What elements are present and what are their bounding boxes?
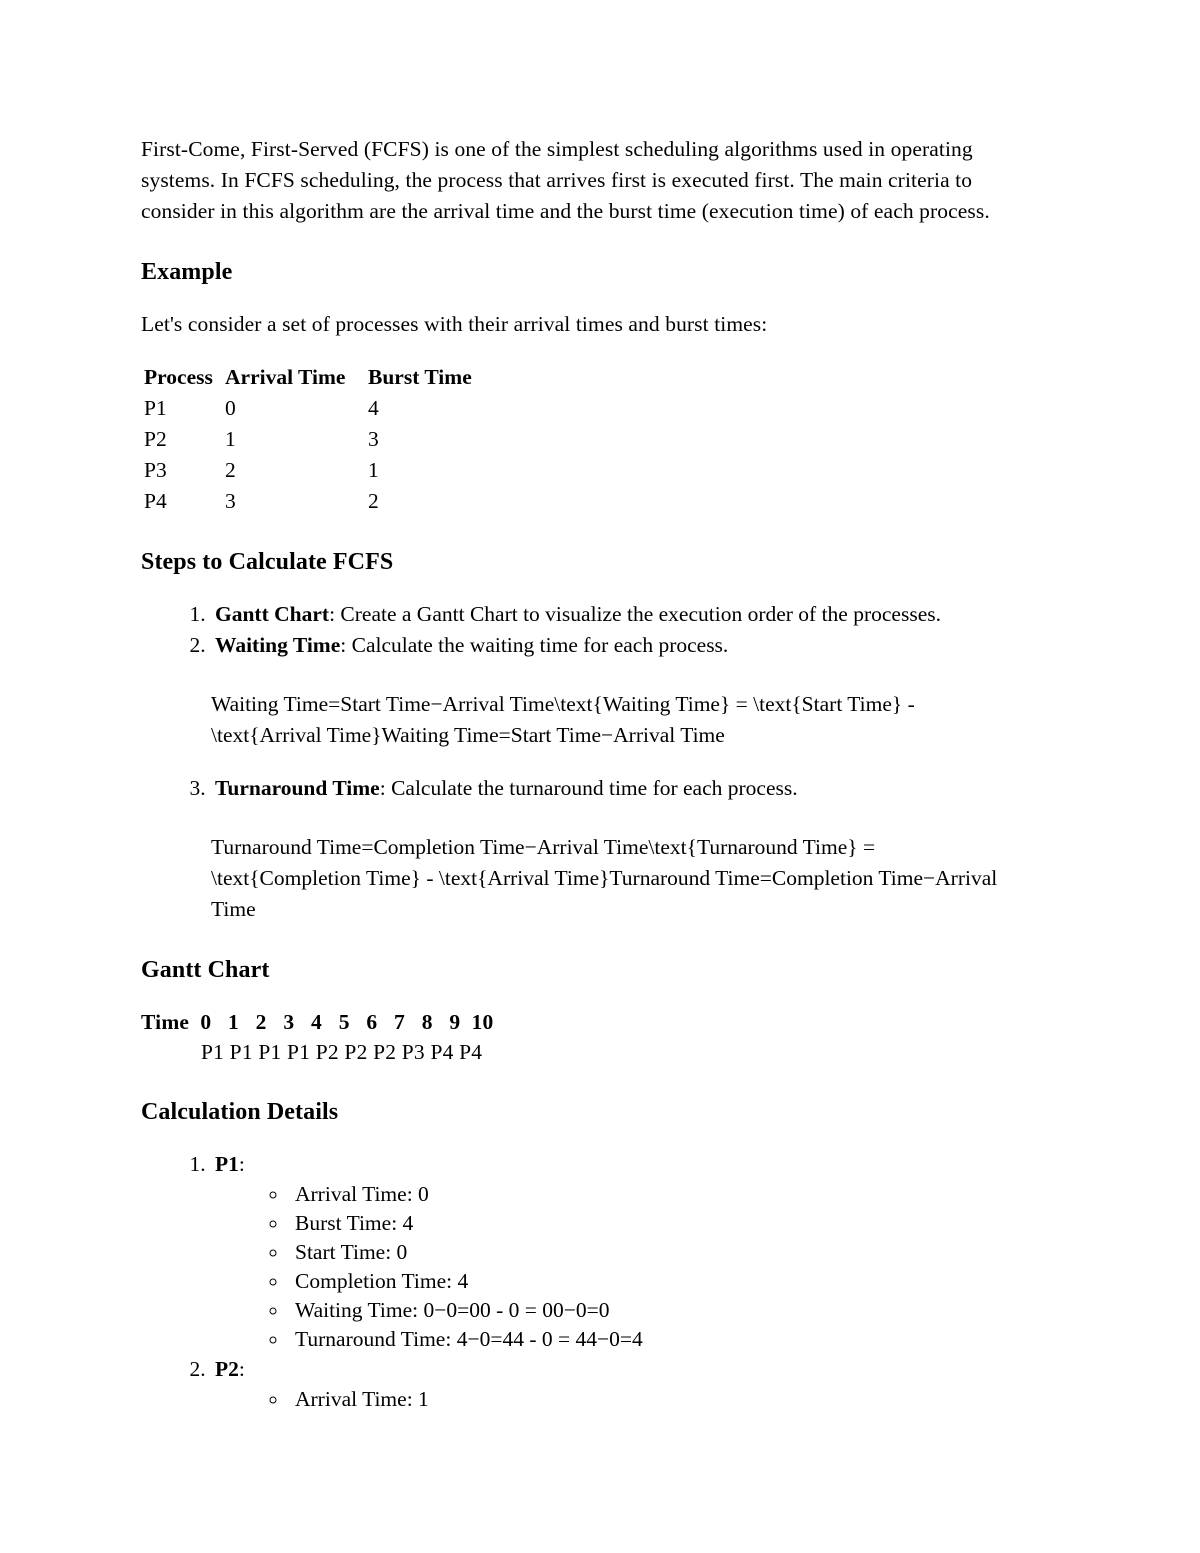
col-header-arrival-time: Arrival Time [225, 365, 346, 389]
cell-burst: 4 [368, 396, 379, 420]
calculation-details-heading: Calculation Details [141, 1099, 339, 1125]
cell-arrival: 0 [225, 396, 236, 420]
step-label: Waiting Time [215, 633, 341, 657]
step-text: : Calculate the turnaround time for each process. [379, 776, 798, 800]
process-table [141, 362, 472, 517]
list-item [211, 599, 1046, 630]
col-header-burst-time: Burst Time [368, 365, 472, 389]
table-row [141, 424, 472, 455]
cell-burst: 2 [368, 489, 379, 513]
waiting-time-formula: Waiting Time=Start Time−Arrival Time\text{Waiting Time} = \text{Start Time} - \text{Arrival Time}Waiting Time=Start Time−Arrival Time [211, 692, 915, 747]
table-row [141, 393, 472, 424]
spacer [141, 227, 1046, 257]
turnaround-time-formula: Turnaround Time=Completion Time−Arrival Time\text{Turnaround Time} = \text{Completion Time} - \text{Arrival Time}Turnaround Time=Completion Time−Arrival Time [211, 835, 998, 921]
steps-list [141, 599, 1046, 661]
example-heading: Example [141, 259, 233, 285]
step-text: : Calculate the waiting time for each process. [340, 633, 729, 657]
list-item: ◦ Burst Time: 4 [289, 1209, 1046, 1238]
steps-list-continued [141, 773, 1046, 804]
list-item [211, 630, 1046, 661]
table-row [141, 486, 472, 517]
list-item: ◦ Completion Time: 4 [289, 1267, 1046, 1296]
gantt-chart-heading: Gantt Chart [141, 957, 270, 983]
list-item: ◦ Start Time: 0 [289, 1238, 1046, 1267]
gantt-time-row: Time 0 1 2 3 4 5 6 7 8 9 10 [141, 1010, 494, 1034]
table-row [141, 455, 472, 486]
document-content [141, 134, 1046, 1414]
table-header-row [141, 362, 472, 393]
process-field-list [215, 1180, 1046, 1354]
step-label: Gantt Chart [215, 602, 330, 626]
cell-arrival: 1 [225, 427, 236, 451]
cell-burst: 1 [368, 458, 379, 482]
gantt-chart [141, 1007, 1046, 1067]
spacer [141, 925, 1046, 955]
col-header-process: Process [144, 365, 213, 389]
spacer [141, 751, 1046, 773]
cell-arrival: 2 [225, 458, 236, 482]
spacer [141, 340, 1046, 362]
calculation-details-list [141, 1149, 1046, 1414]
spacer [141, 1127, 1046, 1149]
cell-burst: 3 [368, 427, 379, 451]
list-item: ◦ Arrival Time: 1 [289, 1385, 1046, 1414]
step-label: Turnaround Time [215, 776, 380, 800]
intro-paragraph: First-Come, First-Served (FCFS) is one of the simplest scheduling algorithms used in operating systems. In FCFS scheduling, the process that arrives first is executed first. The main criteria to consider in this algorithm are the arrival time and the burst time (execution time) of each process. [141, 137, 990, 223]
list-item [211, 1354, 1046, 1414]
process-name: P2 [215, 1357, 239, 1381]
spacer [141, 1067, 1046, 1097]
spacer [141, 287, 1046, 309]
list-item [211, 773, 1046, 804]
cell-process: P4 [144, 489, 167, 513]
process-name: P1 [215, 1152, 239, 1176]
list-item [211, 1149, 1046, 1354]
spacer [141, 517, 1046, 547]
process-name-suffix: : [238, 1152, 245, 1176]
steps-heading: Steps to Calculate FCFS [141, 549, 394, 575]
cell-arrival: 3 [225, 489, 236, 513]
list-item: ◦ Turnaround Time: 4−0=44 - 0 = 44−0=4 [289, 1325, 1046, 1354]
list-item: ◦ Arrival Time: 0 [289, 1180, 1046, 1209]
process-name-suffix: : [238, 1357, 245, 1381]
cell-process: P2 [144, 427, 167, 451]
cell-process: P3 [144, 458, 167, 482]
list-item: ◦ Waiting Time: 0−0=00 - 0 = 00−0=0 [289, 1296, 1046, 1325]
spacer [141, 577, 1046, 599]
gantt-process-row: P1 P1 P1 P1 P2 P2 P2 P3 P4 P4 [201, 1040, 483, 1064]
process-field-list [215, 1385, 1046, 1414]
step-text: : Create a Gantt Chart to visualize the execution order of the processes. [329, 602, 941, 626]
spacer [141, 985, 1046, 1007]
example-lead-in: Let's consider a set of processes with their arrival times and burst times: [141, 312, 768, 336]
cell-process: P1 [144, 396, 167, 420]
